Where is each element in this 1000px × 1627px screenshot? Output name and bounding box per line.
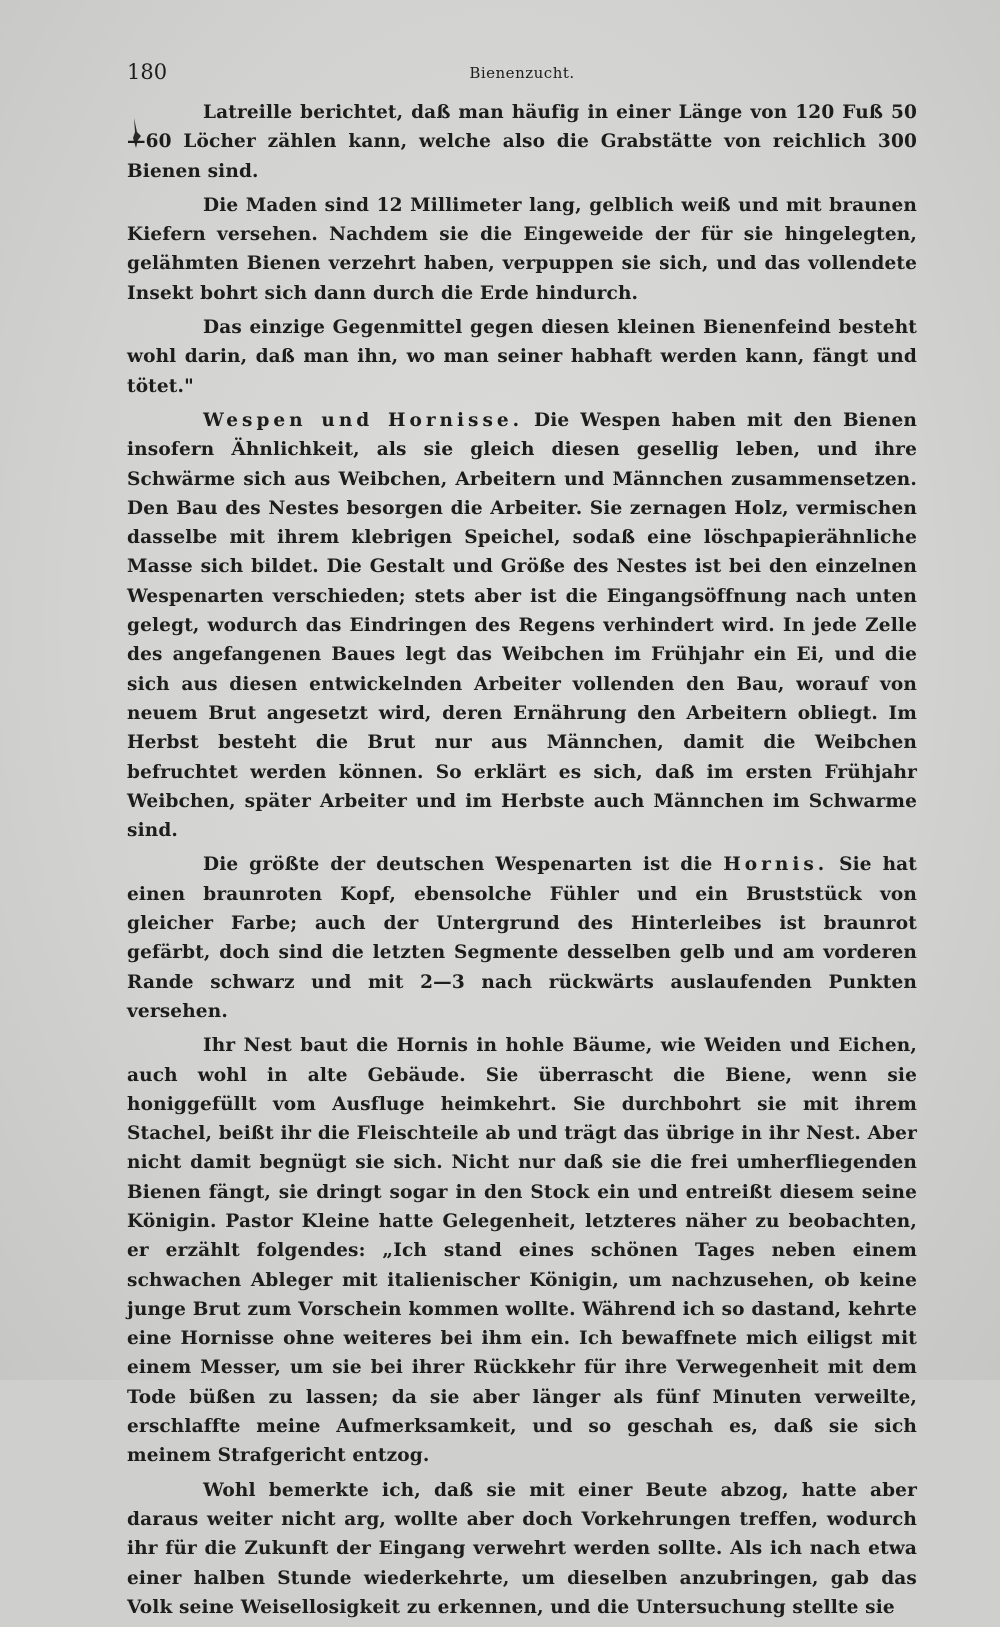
paragraph: Das einzige Gegenmittel gegen diesen kleinen Bienenfeind besteht wohl darin, daß man ihn, wo man seiner habhaft werden kann, fängt und tötet.": [127, 317, 917, 397]
paragraph-text: Die Wespen haben mit den Bienen insofern Ähnlichkeit, als sie gleich diesen gesellig leben, und ihre Schwärme sich aus Weibchen, Arbeitern und Männchen zusammensetzen. Den Bau des Nestes besorgen die Arbeiter. Sie zernagen Holz, vermischen dasselbe mit ihrem klebrigen Speichel, sodaß eine löschpapierähnliche Masse sich bildet. Die Gestalt und Größe des Nestes ist bei den einzelnen Wespenarten verschieden; stets aber ist die Eingangsöffnung nach unten gelegt, wodurch das Eindringen des Regens verhindert wird. In jede Zelle des angefangenen Baues legt das Weibchen im Frühjahr ein Ei, und die sich aus diesen entwickelnden Arbeiter vollenden den Bau, worauf von neuem Brut angesetzt wird, deren Ernährung den Arbeitern obliegt. Im Herbst besteht die Brut nur aus Männchen, damit die Weibchen befruchtet werden können. So erklärt es sich, daß im ersten Frühjahr Weibchen, später Arbeiter und im Herbste auch Männchen im Schwarme sind.: [127, 409, 917, 842]
paragraph: [127, 406, 917, 845]
paragraph: Latreille berichtet, daß man häufig in einer Länge von 120 Fuß 50—60 Löcher zählen kann, welche also die Grabstätte von reichlich 300 Bienen sind.: [127, 102, 917, 182]
emphasized-term: Hornis.: [723, 854, 829, 876]
page-header: [127, 60, 917, 90]
paragraph-text: Sie hat einen braunroten Kopf, ebensolche Fühler und ein Bruststück von gleicher Farbe; auch der Untergrund des Hinterleibes ist braunrot gefärbt, doch sind die letzten Segmente desselben gelb und am vorderen Rande schwarz und mit 2—3 nach rückwärts auslaufenden Punkten versehen.: [127, 854, 918, 1022]
paragraph-text: Die größte der deutschen Wespenarten ist die: [203, 854, 724, 876]
running-title: Bienenzucht.: [469, 64, 575, 82]
page-number: 180: [127, 60, 168, 84]
paragraph: [127, 850, 917, 1026]
body-text: [127, 98, 917, 1627]
paragraph: Ihr Nest baut die Hornis in hohle Bäume, wie Weiden und Eichen, auch wohl in alte Gebäude. Sie überrascht die Biene, wenn sie honiggefüllt vom Ausfluge heimkehrt. Sie durchbohrt sie mit ihrem Stachel, beißt ihr die Fleischteile ab und trägt das übrige in ihr Nest. Aber nicht damit begnügt sie sich. Nicht nur daß sie die frei umherfliegenden Bienen fängt, sie dringt sogar in den Stock ein und entreißt diesem seine Königin. Pastor Kleine hatte Gelegenheit, letzteres näher zu beobachten, er erzählt folgendes: „Ich stand eines schönen Tages neben einem schwachen Ableger mit italienischer Königin, um nachzusehen, ob keine junge Brut zum Vorschein kommen wollte. Während ich so dastand, kehrte eine Hornisse ohne weiteres bei ihm ein. Ich bewaffnete mich eiligst mit einem Messer, um sie bei ihrer Rückkehr für ihre Verwegenheit mit dem Tode büßen zu lassen; da sie aber länger als fünf Minuten verweilte, erschlaffte meine Aufmerksamkeit, und so geschah es, daß sie sich meinem Strafgericht entzog.: [127, 1035, 917, 1467]
section-heading: Wespen und Hornisse.: [203, 409, 524, 431]
paragraph: Die Maden sind 12 Millimeter lang, gelblich weiß und mit braunen Kiefern versehen. Nachdem sie die Eingeweide der für sie hingelegten, gelähmten Bienen verzehrt haben, verpuppen sie sich, und das vollendete Insekt bohrt sich dann durch die Erde hindurch.: [127, 194, 917, 304]
paragraph: Wohl bemerkte ich, daß sie mit einer Beute abzog, hatte aber daraus weiter nicht arg, wollte aber doch Vorkehrungen treffen, wodurch ihr für die Zukunft der Eingang verwehrt werden sollte. Als ich nach etwa einer halben Stunde wiederkehrte, um dieselben anzubringen, gab das Volk seine Weisellosigkeit zu erkennen, und die Untersuchung stellte sie: [127, 1479, 917, 1618]
